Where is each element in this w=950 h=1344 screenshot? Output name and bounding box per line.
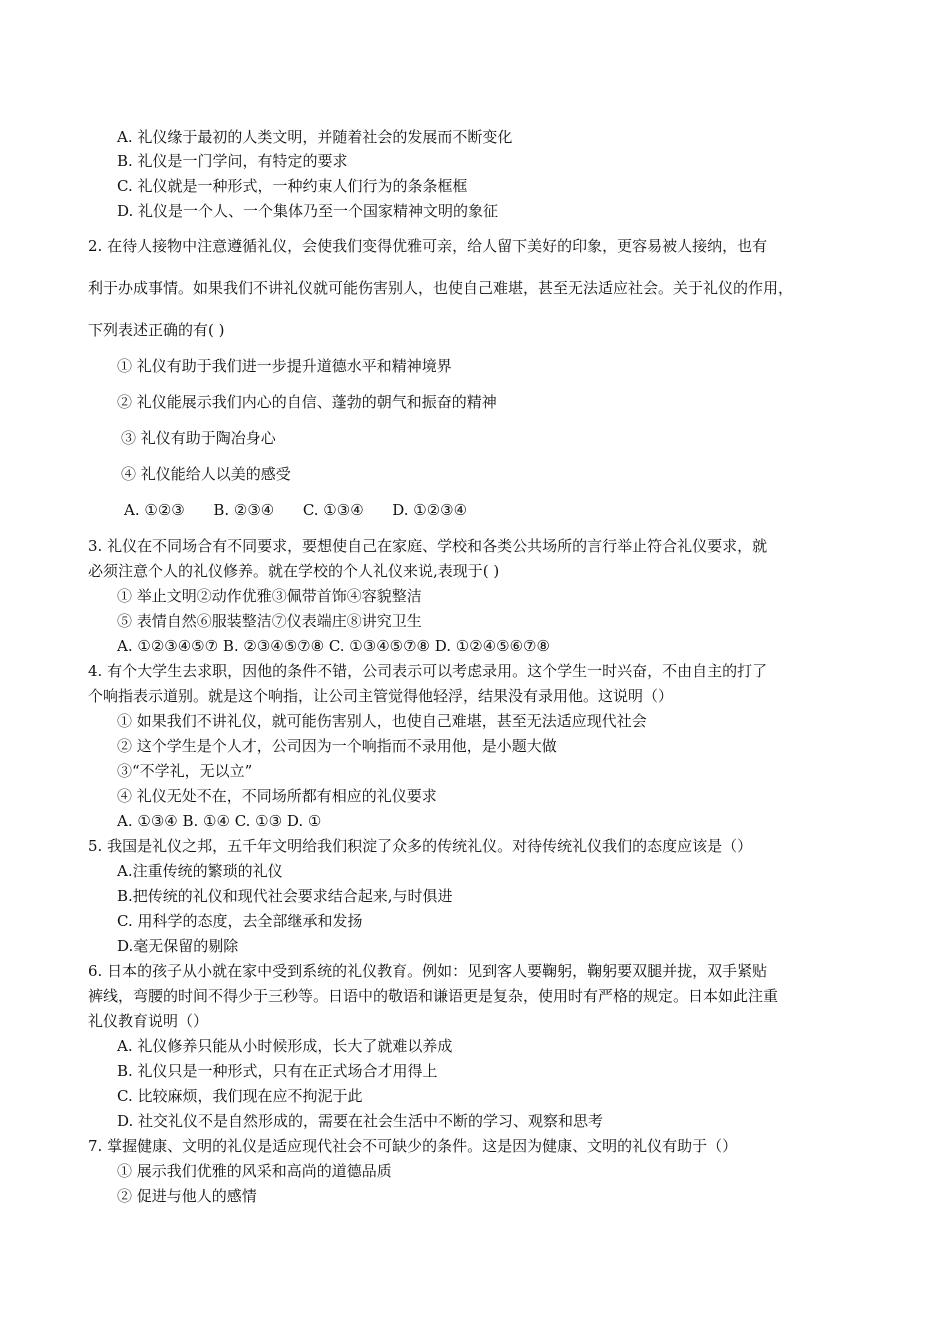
q2-stem-line-1: 2. 在待人接物中注意遵循礼仪，会使我们变得优雅可亲，给人留下美好的印象，更容易被人接纳，也有 <box>88 237 768 255</box>
q1-option-d: D. 礼仪是一个人、一个集体乃至一个国家精神文明的象征 <box>117 202 499 220</box>
q6-option-b: B. 礼仪只是一种形式，只有在正式场合才用得上 <box>117 1062 438 1080</box>
q6-option-a: A. 礼仪修养只能从小时候形成，长大了就难以养成 <box>117 1037 453 1055</box>
q4-item-2: ② 这个学生是个人才，公司因为一个响指而不录用他，是小题大做 <box>117 737 557 755</box>
q5-option-b: B.把传统的礼仪和现代社会要求结合起来,与时俱进 <box>117 887 453 905</box>
q5-stem-line-1: 5. 我国是礼仪之邦，五千年文明给我们积淀了众多的传统礼仪。对待传统礼仪我们的态度应该是（） <box>88 837 753 855</box>
q6-stem-line-3: 礼仪教育说明（） <box>88 1012 209 1030</box>
q2-stem-line-3: 下列表述正确的有( ) <box>88 321 225 339</box>
q5-option-c: C. 用科学的态度，去全部继承和发扬 <box>117 912 363 930</box>
q3-item-1: ① 举止文明②动作优雅③佩带首饰④容貌整洁 <box>117 587 422 605</box>
q6-stem-line-1: 6. 日本的孩子从小就在家中受到系统的礼仪教育。例如：见到客人要鞠躬，鞠躬要双腿并拢，双手紧贴 <box>88 962 768 980</box>
q4-item-3: ③“不学礼，无以立” <box>117 762 253 780</box>
q2-item-1: ① 礼仪有助于我们进一步提升道德水平和精神境界 <box>117 357 452 375</box>
q2-item-3: ③ 礼仪有助于陶冶身心 <box>121 429 276 447</box>
q3-item-2: ⑤ 表情自然⑥服装整洁⑦仪表端庄⑧讲究卫生 <box>117 612 422 630</box>
q2-item-4: ④ 礼仪能给人以美的感受 <box>121 465 291 483</box>
q4-choices: A. ①③④ B. ①④ C. ①③ D. ① <box>117 812 322 830</box>
q1-option-c: C. 礼仪就是一种形式，一种约束人们行为的条条框框 <box>117 177 468 195</box>
q4-stem-line-1: 4. 有个大学生去求职，因他的条件不错，公司表示可以考虑录用。这个学生一时兴奋，不由自主的打了 <box>88 662 768 680</box>
q5-option-a: A.注重传统的繁琐的礼仪 <box>117 862 283 880</box>
q6-stem-line-2: 裤线，弯腰的时间不得少于三秒等。日语中的敬语和谦语更是复杂，使用时有严格的规定。日本如此注重 <box>88 987 779 1005</box>
q3-stem-line-2: 必须注意个人的礼仪修养。就在学校的个人礼仪来说,表现于( ) <box>88 562 500 580</box>
q6-option-d: D. 社交礼仪不是自然形成的，需要在社会生活中不断的学习、观察和思考 <box>117 1112 604 1130</box>
q1-option-a: A. 礼仪缘于最初的人类文明，并随着社会的发展而不断变化 <box>117 128 513 146</box>
q6-option-c: C. 比较麻烦，我们现在应不拘泥于此 <box>117 1087 363 1105</box>
q7-item-2: ② 促进与他人的感情 <box>117 1187 257 1205</box>
q4-item-1: ① 如果我们不讲礼仪，就可能伤害别人，也使自己难堪，甚至无法适应现代社会 <box>117 712 647 730</box>
q2-item-2: ② 礼仪能展示我们内心的自信、蓬勃的朝气和振奋的精神 <box>117 393 497 411</box>
q7-item-1: ① 展示我们优雅的风采和高尚的道德品质 <box>117 1162 392 1180</box>
q3-stem-line-1: 3. 礼仪在不同场合有不同要求，要想使自己在家庭、学校和各类公共场所的言行举止符合礼仪要求，就 <box>88 537 768 555</box>
q2-choices: A. ①②③ B. ②③④ C. ①③④ D. ①②③④ <box>124 501 468 519</box>
q3-choices: A. ①②③④⑤⑦ B. ②③④⑤⑦⑧ C. ①③④⑤⑦⑧ D. ①②④⑤⑥⑦⑧ <box>117 637 550 655</box>
q1-option-b: B. 礼仪是一门学问，有特定的要求 <box>117 152 348 170</box>
q4-item-4: ④ 礼仪无处不在，不同场所都有相应的礼仪要求 <box>117 787 437 805</box>
q7-stem-line-1: 7. 掌握健康、文明的礼仪是适应现代社会不可缺少的条件。这是因为健康、文明的礼仪有助于（） <box>88 1137 738 1155</box>
q5-option-d: D.毫无保留的剔除 <box>117 937 239 955</box>
q4-stem-line-2: 个响指表示道别。就是这个响指，让公司主管觉得他轻浮，结果没有录用他。这说明（） <box>88 687 674 705</box>
q2-stem-line-2: 利于办成事情。如果我们不讲礼仪就可能伤害别人，也使自己难堪，甚至无法适应社会。关于礼仪的作用， <box>88 279 794 297</box>
